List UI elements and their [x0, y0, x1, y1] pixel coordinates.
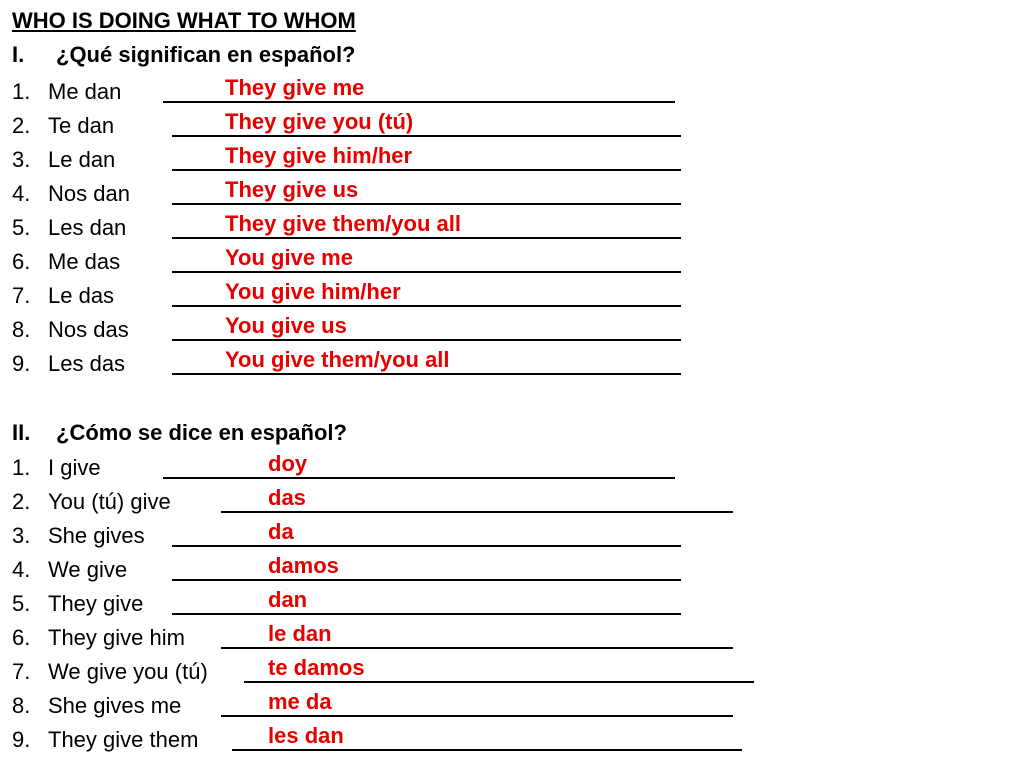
- list-item: [0, 349, 1024, 383]
- list-item: [0, 77, 1024, 111]
- item-answer: damos: [268, 553, 339, 578]
- item-number: 3.: [12, 147, 31, 172]
- item-number: 4.: [12, 181, 31, 206]
- item-answer: te damos: [268, 655, 365, 680]
- item-number: 2.: [12, 489, 31, 514]
- answer-blank-line: [163, 477, 675, 479]
- item-answer: da: [268, 519, 294, 544]
- item-prompt: We give you (tú): [48, 659, 208, 684]
- item-number: 9.: [12, 351, 31, 376]
- answer-blank-line: [172, 579, 681, 581]
- list-item: [0, 521, 1024, 555]
- worksheet-title: WHO IS DOING WHAT TO WHOM: [12, 8, 356, 33]
- list-item: [0, 281, 1024, 315]
- item-prompt: They give him: [48, 625, 185, 650]
- item-answer: doy: [268, 451, 308, 476]
- section-2-title: ¿Cómo se dice en español?: [56, 420, 347, 445]
- item-prompt: She gives me: [48, 693, 182, 718]
- item-number: 1.: [12, 79, 31, 104]
- list-item: [0, 725, 1024, 759]
- item-answer: le dan: [268, 621, 332, 646]
- section-1-numeral: I.: [12, 42, 25, 67]
- item-prompt: She gives: [48, 523, 145, 548]
- item-number: 4.: [12, 557, 31, 582]
- item-answer: me da: [268, 689, 332, 714]
- list-item: [0, 111, 1024, 145]
- item-answer: They give me: [225, 75, 365, 100]
- item-answer: You give them/you all: [225, 347, 450, 372]
- item-prompt: Me dan: [48, 79, 122, 104]
- item-answer: They give us: [225, 177, 359, 202]
- list-item: [0, 555, 1024, 589]
- item-number: 1.: [12, 455, 31, 480]
- list-item: [0, 657, 1024, 691]
- list-item: [0, 213, 1024, 247]
- item-prompt: Nos das: [48, 317, 129, 342]
- item-answer: They give you (tú): [225, 109, 414, 134]
- section-2-heading: [12, 420, 347, 446]
- item-number: 6.: [12, 625, 31, 650]
- item-number: 5.: [12, 215, 31, 240]
- section-1-heading: [12, 42, 356, 68]
- item-prompt: We give: [48, 557, 128, 582]
- item-answer: They give him/her: [225, 143, 413, 168]
- section-2-numeral: II.: [12, 420, 31, 445]
- item-prompt: Nos dan: [48, 181, 130, 206]
- item-prompt: They give: [48, 591, 144, 616]
- list-item: [0, 487, 1024, 521]
- list-item: [0, 145, 1024, 179]
- item-number: 3.: [12, 523, 31, 548]
- item-prompt: Les das: [48, 351, 126, 376]
- item-answer: You give me: [225, 245, 353, 270]
- item-number: 7.: [12, 283, 31, 308]
- item-answer: les dan: [268, 723, 344, 748]
- list-item: [0, 453, 1024, 487]
- list-item: [0, 691, 1024, 725]
- answer-blank-line: [172, 613, 681, 615]
- item-number: 8.: [12, 317, 31, 342]
- item-answer: dan: [268, 587, 308, 612]
- item-prompt: I give: [48, 455, 101, 480]
- item-answer: You give us: [225, 313, 347, 338]
- item-answer: You give him/her: [225, 279, 401, 304]
- section-1-title: ¿Qué significan en español?: [56, 42, 356, 67]
- item-answer: They give them/you all: [225, 211, 461, 236]
- item-prompt: Me das: [48, 249, 121, 274]
- item-number: 8.: [12, 693, 31, 718]
- item-answer: das: [268, 485, 306, 510]
- item-number: 2.: [12, 113, 31, 138]
- item-number: 7.: [12, 659, 31, 684]
- item-prompt: They give them: [48, 727, 199, 752]
- list-item: [0, 179, 1024, 213]
- list-item: [0, 589, 1024, 623]
- answer-blank-line: [172, 545, 681, 547]
- item-number: 9.: [12, 727, 31, 752]
- list-item: [0, 623, 1024, 657]
- list-item: [0, 247, 1024, 281]
- item-prompt: Les dan: [48, 215, 127, 240]
- list-item: [0, 315, 1024, 349]
- item-prompt: You (tú) give: [48, 489, 171, 514]
- item-prompt: Te dan: [48, 113, 115, 138]
- item-prompt: Le dan: [48, 147, 116, 172]
- item-prompt: Le das: [48, 283, 115, 308]
- item-number: 6.: [12, 249, 31, 274]
- item-number: 5.: [12, 591, 31, 616]
